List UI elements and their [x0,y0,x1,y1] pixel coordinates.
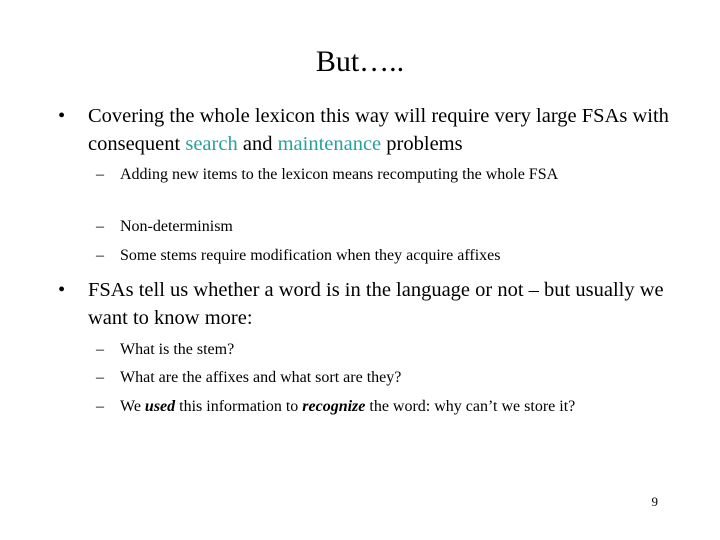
page-number: 9 [651,494,658,509]
sub-bullet-1-2 [96,216,656,238]
sub-bullet-1-1 [96,164,656,186]
bullet-dot: • [58,279,66,301]
sub-bullet-2-3 [96,396,656,418]
highlight-search: search [185,133,238,155]
sub-bullet-text: Adding new items to the lexicon means recomputing the whole FSA [120,166,559,183]
sub-bullet-1-3 [96,245,656,267]
emphasis-recognize: recognize [302,398,366,415]
bullet-1 [58,102,670,158]
highlight-maintenance: maintenance [277,133,382,155]
sub-dash: – [96,369,104,386]
sub-bullet-text: Some stems require modification when they acquire affixes [120,247,501,264]
sub-bullet-text: What are the affixes and what sort are they? [120,369,402,386]
bullet-2-text: FSAs tell us whether a word is in the language or not – but usually we want to know more: [88,279,664,329]
sub-dash: – [96,247,104,264]
sub-bullet-text: Non-determinism [120,218,233,235]
sub-dash: – [96,341,104,358]
sub-dash: – [96,218,104,235]
sub-bullet-2-1 [96,339,656,361]
sub-dash: – [96,166,104,183]
sub-bullet-2-2 [96,367,656,389]
sub-bullet-text: What is the stem? [120,341,235,358]
bullet-2 [58,276,670,332]
bullet-1-text: Covering the whole lexicon this way will require very large FSAs with consequent search and maintenance problems [88,105,669,155]
bullet-dot: • [58,105,66,127]
emphasis-used: used [144,398,176,415]
sub-bullet-text: We used this information to recognize the word: why can’t we store it? [120,398,576,415]
slide-title: But….. [315,45,405,78]
sub-dash: – [96,398,104,415]
